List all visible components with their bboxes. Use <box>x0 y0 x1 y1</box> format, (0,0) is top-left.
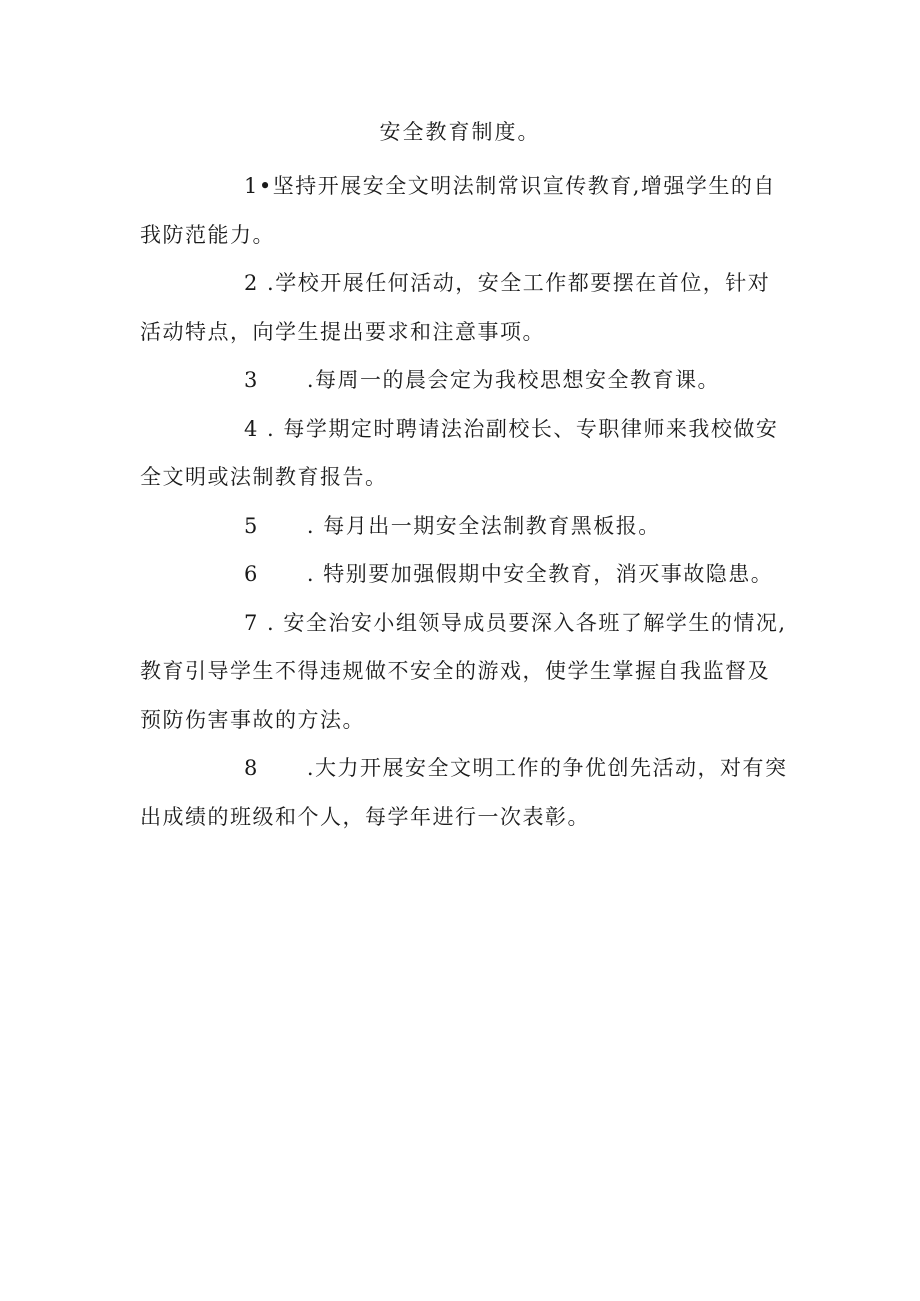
paragraph-7 <box>140 599 790 745</box>
document-title: 安全教育制度。 <box>379 120 541 144</box>
item-number: 4 <box>244 416 259 441</box>
item-number: 6 <box>244 562 259 586</box>
paragraph-5 <box>140 502 790 551</box>
paragraph-3 <box>140 356 790 405</box>
item-text: •坚持开展安全文明法制常识宣传教育,增强学生的自我防范能力。 <box>140 174 776 247</box>
paragraph-8 <box>140 744 790 841</box>
item-text: . 特别要加强假期中安全教育，消灭事故隐患。 <box>306 562 774 586</box>
item-number: 3 <box>244 368 259 392</box>
item-number: 8 <box>244 756 259 780</box>
item-text: .学校开展任何活动，安全工作都要摆在首位，针对活动特点，向学生提出要求和注意事项。 <box>140 271 771 344</box>
item-number: 5 <box>244 513 259 538</box>
paragraph-6 <box>140 550 790 599</box>
item-text: . 每学期定时聘请法治副校长、专职律师来我校做安全文明或法制教育报告。 <box>140 416 779 489</box>
paragraph-2 <box>140 259 790 356</box>
item-text: .每周一的晨会定为我校思想安全教育课。 <box>306 368 721 392</box>
item-number: 7 <box>244 610 259 635</box>
item-number: 2 <box>244 271 259 295</box>
item-text: .大力开展安全文明工作的争优创先活动，对有突出成绩的班级和个人，每学年进行一次表彰。 <box>140 756 788 829</box>
item-text: . 安全治安小组领导成员要深入各班了解学生的情况,教育引导学生不得违规做不安全的游戏，使学生掌握自我监督及预防伤害事故的方法。 <box>140 610 787 732</box>
paragraph-4 <box>140 405 790 502</box>
document-body <box>140 162 790 841</box>
item-number: 1 <box>244 174 259 198</box>
paragraph-1 <box>140 162 790 259</box>
item-text: . 每月出一期安全法制教育黑板报。 <box>306 513 661 538</box>
